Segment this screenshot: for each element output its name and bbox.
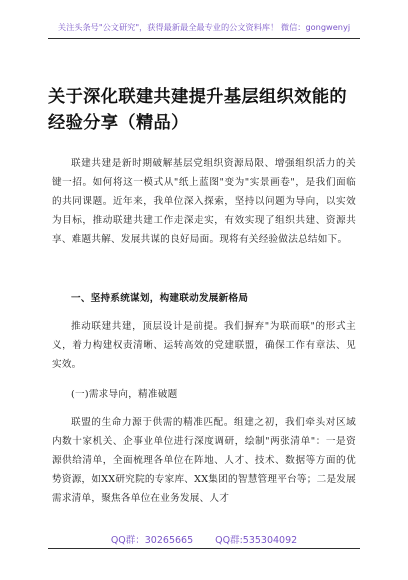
footer-divider [48,548,360,549]
intro-paragraph: 联建共建是新时期破解基层党组织资源局限、增强组织活力的关键一招。如何将这一模式从"纸上蓝图"变为"实景画卷"，是我们面临的共同课题。近年来，我单位深入探索，坚持以问题为导向，以实效为目标，推动联建共建工作走深走实，有效实现了组织共建、资源共享、难题共解、发展共谋的良好局面。现将有关经验做法总结如下。 [52,158,356,246]
footer-qq-group-2: QQ群:535304092 [215,535,298,546]
header-notice: 关注头条号"公文研究"，获得最新最全最专业的公文资料库！ 微信：gongwenyj [57,22,351,32]
subsection-heading: (一)需求导向，精准破题 [71,389,178,400]
footer-qq-group-1: QQ群：30265665 [110,535,194,546]
document-title: 关于深化联建共建提升基层组织效能的经验分享（精品） [48,87,347,133]
subsection-paragraph: 联盟的生命力源于供需的精准匹配。组建之初，我们牵头对区域内数十家机关、企事业单位进行深度调研，绘制"两张清单"：一是资源供给清单，全面梳理各单位在阵地、人才、技术、数据等方面的优势资源，如XX研究院的专家库、XX集团的智慧管理平台等；二是发展需求清单，聚焦各单位在业务发展、人才 [52,417,356,505]
header-divider [48,38,360,39]
section-paragraph: 推动联建共建，顶层设计是前提。我们摒弃"为联而联"的形式主义，着力构建权责清晰、运转高效的党建联盟，确保工作有章法、见实效。 [52,321,356,371]
section-heading: 一、坚持系统谋划，构建联动发展新格局 [71,293,249,304]
footer [0,532,408,546]
